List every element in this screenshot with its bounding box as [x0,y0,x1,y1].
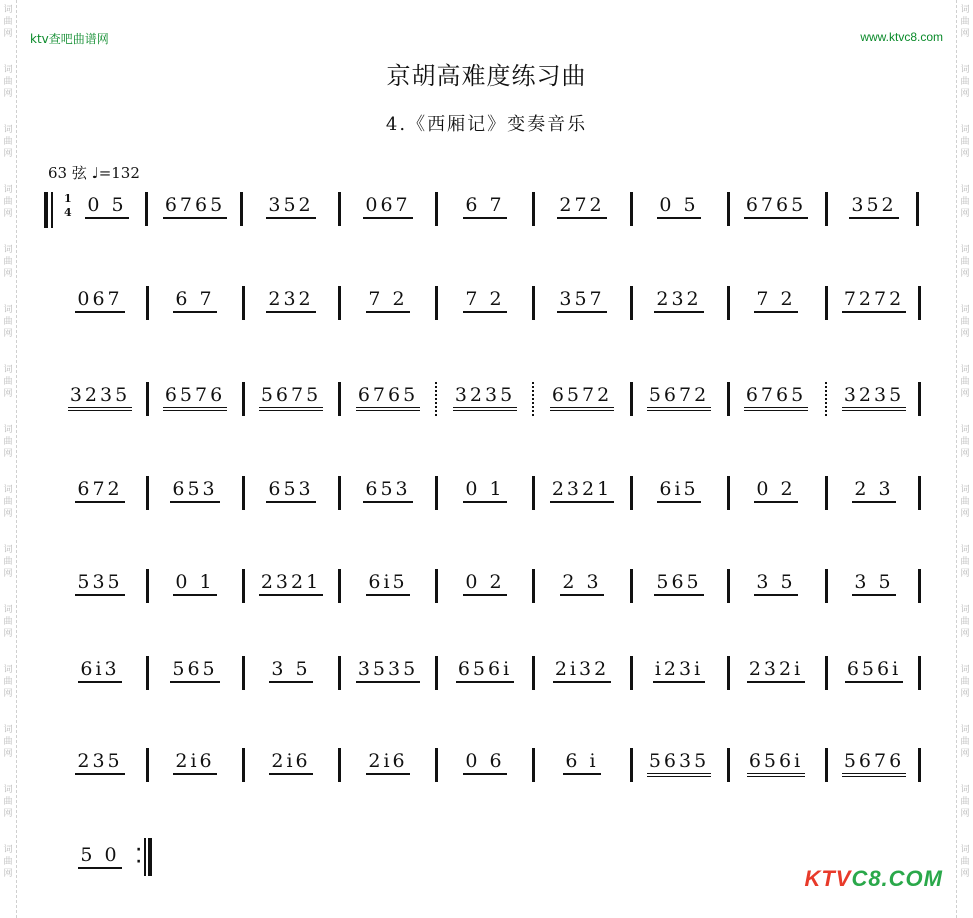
measure-notes: 653 [363,478,412,503]
measure [150,571,240,596]
bar-line [146,569,149,603]
bar-line [532,656,535,690]
measure-notes: 7 2 [754,288,797,313]
watermark-glyphs: 词 曲 网 [3,305,13,339]
score-line [0,188,973,238]
repeat-end-sign: · · [136,838,156,878]
measure-notes: 0 1 [463,478,506,503]
measure [829,571,919,596]
bar-line [727,192,730,226]
measure-notes: 672 [75,478,124,503]
bar-line [146,656,149,690]
measure [829,750,919,777]
measure [246,750,336,775]
measure [343,288,433,313]
bar-line [727,476,730,510]
bar-line [918,476,921,510]
measure [829,384,919,411]
watermark-glyphs: 词 曲 网 [960,485,970,519]
measure [731,288,821,313]
bar-line [532,192,535,226]
watermark-glyphs: 词 曲 网 [960,5,970,39]
score-line [0,652,973,702]
measure [246,288,336,313]
bar-line [145,192,148,226]
measure [440,571,530,596]
bar-line [825,748,828,782]
measure [246,658,336,683]
bar-line [242,286,245,320]
measure-notes: 6765 [744,194,808,219]
measure [246,571,336,596]
measure [731,571,821,596]
measure-notes: 232 [654,288,703,313]
measure-notes: 6765 [163,194,227,219]
bar-line [242,382,245,416]
watermark-glyphs: 词 曲 网 [3,545,13,579]
measure-notes: 5672 [647,384,711,411]
bar-line [825,286,828,320]
bar-line [242,476,245,510]
measure [150,658,240,683]
measure-notes: 5676 [842,750,906,777]
measure-notes: 0 5 [657,194,700,219]
measure-notes: 2321 [550,478,614,503]
measure-notes: 3235 [453,384,517,411]
measure-notes: 3235 [842,384,906,411]
bar-line [727,286,730,320]
measure [537,750,627,775]
measure-notes: 067 [75,288,124,313]
measure [634,288,724,313]
watermark-glyphs: 词 曲 网 [3,845,13,879]
watermark-glyphs: 词 曲 网 [960,365,970,399]
score-title: 京胡高难度练习曲 [386,62,587,90]
measure [150,384,240,411]
measure-notes: 7272 [842,288,906,313]
measure-notes: 2i6 [269,750,312,775]
measure-notes: 6i3 [78,658,121,683]
bar-line [532,382,536,416]
measure [731,194,821,219]
bar-line [630,192,633,226]
measure-notes: 235 [75,750,124,775]
measure [537,194,627,219]
measure-notes: 0 2 [754,478,797,503]
measure [343,571,433,596]
measure-notes: 656i [845,658,903,683]
measure-notes: 6 7 [173,288,216,313]
bar-line [435,192,438,226]
watermark-glyphs: 词 曲 网 [3,485,13,519]
bar-line [825,656,828,690]
measure-notes: 7 2 [366,288,409,313]
bar-line [338,656,341,690]
watermark-glyphs: 词 曲 网 [960,65,970,99]
bar-line [338,382,341,416]
measure-notes: 653 [266,478,315,503]
measure-notes: 535 [75,571,124,596]
measure-notes: 653 [170,478,219,503]
bar-line [532,476,535,510]
measure [634,658,724,683]
measure [731,478,821,503]
bar-line [146,382,149,416]
measure [55,478,145,503]
measure-notes: 6 i [563,750,600,775]
measure [343,750,433,775]
measure-notes: 0 5 [85,194,128,219]
measure [829,478,919,503]
watermark-glyphs: 词 曲 网 [960,425,970,459]
measure [537,384,627,411]
measure-notes: 3235 [68,384,132,411]
watermark-glyphs: 词 曲 网 [960,305,970,339]
measure-notes: 0 1 [173,571,216,596]
measure [731,658,821,683]
measure [55,658,145,683]
bar-line [338,748,341,782]
measure [246,384,336,411]
bar-line [918,748,921,782]
watermark-glyphs: 词 曲 网 [960,665,970,699]
measure [440,384,530,411]
measure-notes: 357 [557,288,606,313]
bar-line [918,656,921,690]
measure-notes: 656i [747,750,805,777]
measure [55,750,145,775]
measure-notes: 2 3 [852,478,895,503]
measure-notes: 2321 [259,571,323,596]
measure [829,288,919,313]
bar-line [916,192,919,226]
measure-notes: 6765 [356,384,420,411]
watermark-glyphs: 词 曲 网 [3,5,13,39]
score-line [0,472,973,522]
bar-line [146,748,149,782]
watermark-glyphs: 词 曲 网 [960,785,970,819]
bar-line [630,382,633,416]
repeat-start-sign [44,192,56,228]
watermark-glyphs: 词 曲 网 [3,425,13,459]
measure [731,384,821,411]
bar-line [242,656,245,690]
measure-notes: 0 2 [463,571,506,596]
measure-notes: 3535 [356,658,420,683]
bar-line [338,286,341,320]
measure-notes: 232i [747,658,805,683]
watermark-glyphs: 词 曲 网 [960,125,970,159]
measure [634,384,724,411]
bar-line [825,569,828,603]
score-subtitle: 4.《西厢记》变奏音乐 [385,114,588,135]
measure [440,658,530,683]
measure [246,194,336,219]
bar-line [727,656,730,690]
measure-notes: 067 [363,194,412,219]
measure-notes: 272 [557,194,606,219]
measure-notes: 2i6 [173,750,216,775]
measure-notes: 3 5 [754,571,797,596]
watermark-glyphs: 词 曲 网 [960,725,970,759]
bar-line [532,748,535,782]
bar-line [825,192,828,226]
watermark-glyphs: 词 曲 网 [960,545,970,579]
bar-line [630,748,633,782]
measure-notes: 352 [849,194,898,219]
bar-line [435,382,439,416]
measure [150,478,240,503]
bar-line [727,748,730,782]
measure-notes: 565 [170,658,219,683]
measure [440,194,530,219]
time-signature: 1 4 [64,192,72,219]
bar-line [630,569,633,603]
measure [55,571,145,596]
measure-notes: 352 [266,194,315,219]
bar-line [240,192,243,226]
measure [55,288,145,313]
measure-notes: 232 [266,288,315,313]
measure [537,658,627,683]
measure-notes: 6i5 [657,478,700,503]
watermark-glyphs: 词 曲 网 [3,365,13,399]
measure [150,750,240,775]
watermark-glyphs: 词 曲 网 [3,665,13,699]
watermark-glyphs: 词 曲 网 [3,605,13,639]
bar-line [435,286,438,320]
measure-notes: 7 2 [463,288,506,313]
measure-notes: 0 6 [463,750,506,775]
score-line [0,282,973,332]
measure [150,194,240,219]
measure-notes: 2 3 [560,571,603,596]
measure [55,844,145,869]
measure [55,384,145,411]
bar-line [338,476,341,510]
bar-line [435,656,438,690]
ktvc8-logo: KTVC8.COM [804,866,943,891]
watermark-glyphs: 词 曲 网 [960,605,970,639]
measure [634,194,724,219]
measure [343,658,433,683]
bar-line [918,382,921,416]
measure-notes: 3 5 [269,658,312,683]
bar-line [146,476,149,510]
watermark-glyphs: 词 曲 网 [3,65,13,99]
measure-notes: 5 0 [78,844,121,869]
measure-notes: 6572 [550,384,614,411]
measure [537,478,627,503]
measure-notes: 3 5 [852,571,895,596]
bar-line [242,748,245,782]
measure [440,288,530,313]
bar-line [435,476,438,510]
bar-line [727,569,730,603]
watermark-glyphs: 词 曲 网 [3,245,13,279]
measure [634,571,724,596]
bar-line [630,476,633,510]
bar-line [532,286,535,320]
measure [829,658,919,683]
measure [829,194,919,219]
bar-line [825,476,828,510]
measure [634,750,724,777]
bar-line [435,569,438,603]
measure [343,194,433,219]
tempo-marking: 63 弦 ♩=132 [48,164,140,182]
measure [343,478,433,503]
score-line [0,565,973,615]
bar-line [338,569,341,603]
bar-line [435,748,438,782]
score-line [0,744,973,794]
measure [75,194,139,219]
measure [537,571,627,596]
measure-notes: 6765 [744,384,808,411]
measure-notes: 6i5 [366,571,409,596]
measure-notes: 2i32 [553,658,611,683]
bar-line [918,286,921,320]
watermark-glyphs: 词 曲 网 [3,125,13,159]
watermark-glyphs: 词 曲 网 [960,845,970,879]
measure-notes: i23i [653,658,705,683]
measure-notes: 5635 [647,750,711,777]
measure-notes: 5675 [259,384,323,411]
measure [343,384,433,411]
measure [440,478,530,503]
measure [731,750,821,777]
bar-line [242,569,245,603]
measure [634,478,724,503]
site-name-left: ktv查吧曲谱网 [30,32,109,46]
measure [537,288,627,313]
bar-line [630,656,633,690]
score-line [0,378,973,428]
bar-line [918,569,921,603]
measure [440,750,530,775]
measure-notes: 565 [654,571,703,596]
measure-notes: 6 7 [463,194,506,219]
watermark-glyphs: 词 曲 网 [960,245,970,279]
site-url-right: www.ktvc8.com [860,30,943,44]
bar-line [727,382,730,416]
measure-notes: 6576 [163,384,227,411]
watermark-glyphs: 词 曲 网 [960,185,970,219]
watermark-glyphs: 词 曲 网 [3,785,13,819]
measure-notes: 2i6 [366,750,409,775]
watermark-glyphs: 词 曲 网 [3,725,13,759]
bar-line [630,286,633,320]
measure [150,288,240,313]
bar-line [338,192,341,226]
measure-notes: 656i [456,658,514,683]
bar-line [532,569,535,603]
measure [246,478,336,503]
watermark-glyphs: 词 曲 网 [3,185,13,219]
bar-line [146,286,149,320]
